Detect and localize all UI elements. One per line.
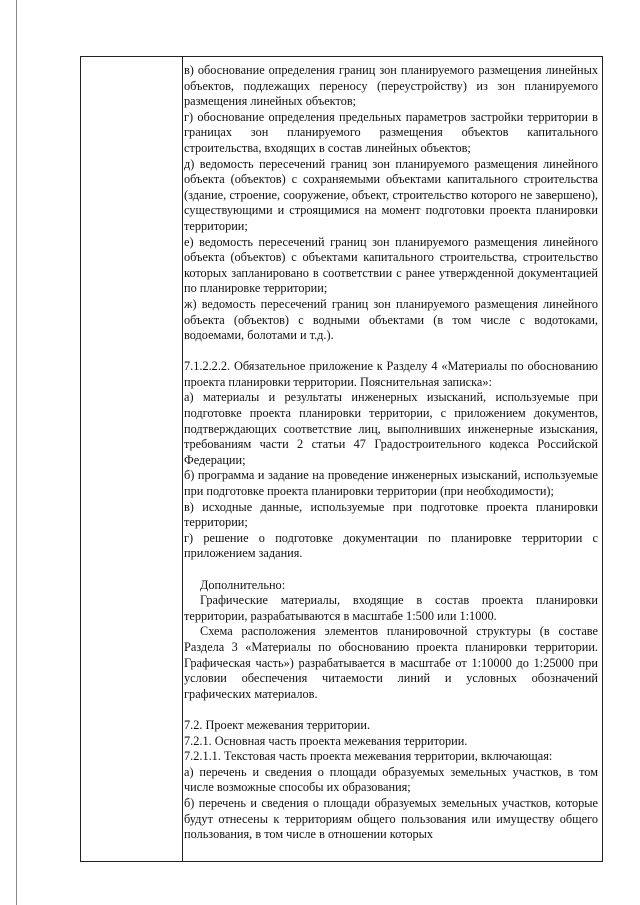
list-item-v: в) обоснование определения границ зон планируемого размещения линейных объектов, подлежащих переносу (переустройству) из зон планируемого размещения линейных объектов; xyxy=(184,63,598,109)
table-right-column xyxy=(184,63,598,843)
additional-title: Дополнительно: xyxy=(200,577,286,592)
section-heading: 7.1.2.2.2. Обязательное приложение к Разделу 4 «Материалы по обоснованию проекта планировки территории. Пояснительная записка»: xyxy=(184,359,598,389)
list-item-d: д) ведомость пересечений границ зон планируемого размещения линейного объекта (объектов) с сохраняемыми объектами капитального строительства (здание, строение, сооружение, объект, строительство которого не завершено), существующими и строящимися на момент подготовки проекта планировки территории; xyxy=(184,156,598,233)
table-left-column xyxy=(81,57,183,861)
appendix-item-v: в) исходные данные, используемые при подготовке проекта планировки территории; xyxy=(184,499,598,530)
survey-item-b: б) перечень и сведения о площади образуемых земельных участков, которые будут отнесены к территориям общего пользования или имуществу общего пользования, в том числе в отношении которых xyxy=(184,795,598,842)
additional-paragraph-2: Схема расположения элементов планировочной структуры (в составе Раздела 3 «Материалы по обоснованию проекта планировки территории. Графическая часть») разрабатывается в масштабе от 1:10000 до 1:25000 при условии обеспечения читаемости линий и условных обозначений графических материалов. xyxy=(184,624,598,701)
section-7-2-1-title: 7.2.1. Основная часть проекта межевания территории. xyxy=(184,733,468,748)
additional-paragraph-1: Графические материалы, входящие в состав проекта планировки территории, разрабатываются в масштабе 1:500 или 1:1000. xyxy=(184,593,598,623)
list-item-g: г) обоснование определения предельных параметров застройки территории в границах зон планируемого размещения объектов капитального строительства, входящих в состав линейных объектов; xyxy=(184,109,598,155)
appendix-item-a: а) материалы и результаты инженерных изысканий, используемые при подготовке проекта планировки территории, с приложением документов, подтверждающих соответствие лиц, выполнивших инженерные изыскания, требованиям части 2 статьи 47 Градостроительного кодекса Российской Федерации; xyxy=(184,390,598,467)
appendix-item-b: б) программа и задание на проведение инженерных изысканий, используемые при подготовке проекта планировки территории (при необходимости); xyxy=(184,468,598,499)
list-item-e: е) ведомость пересечений границ зон планируемого размещения линейного объекта (объектов) с объектами капитального строительства, строительство которых запланировано в соответствии с ранее утвержденной документацией по планировке территории; xyxy=(184,234,598,296)
survey-item-a: а) перечень и сведения о площади образуемых земельных участков, в том числе возможные способы их образования; xyxy=(184,764,598,795)
list-item-zh: ж) ведомость пересечений границ зон планируемого размещения линейного объекта (объектов) с водными объектами (в том числе с водотоками, водоемами, болотами и т.д.). xyxy=(184,296,598,343)
appendix-item-g: г) решение о подготовке документации по планировке территории с приложением задания. xyxy=(184,530,598,561)
section-7-2-1-1-title: 7.2.1.1. Текстовая часть проекта межевания территории, включающая: xyxy=(184,749,553,764)
section-7-2-title: 7.2. Проект межевания территории. xyxy=(184,717,371,732)
page-edge-line xyxy=(16,0,17,905)
document-table xyxy=(80,56,603,862)
